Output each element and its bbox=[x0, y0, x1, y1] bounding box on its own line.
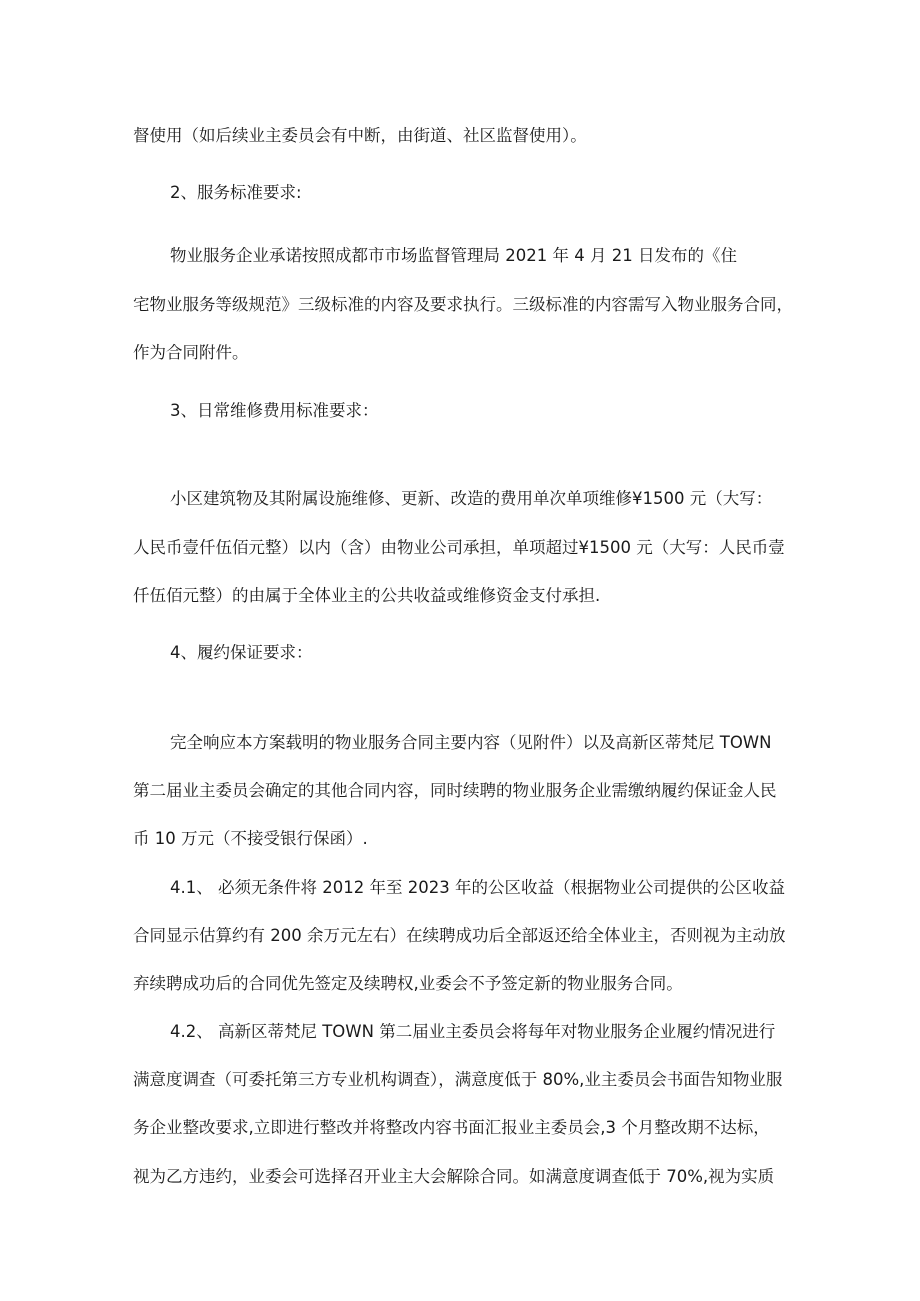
paragraph-line: 务企业整改要求,立即进行整改并将整改内容书面汇报业主委员会,3 个月整改期不达标， bbox=[133, 1118, 770, 1137]
paragraph-line: 合同显示估算约有 200 余万元左右）在续聘成功后全部返还给全体业主，否则视为主动放 bbox=[133, 926, 786, 945]
paragraph-line: 第二届业主委员会确定的其他合同内容，同时续聘的物业服务企业需缴纳履约保证金人民 bbox=[133, 781, 777, 800]
paragraph-line: 4.1、 必须无条件将 2012 年至 2023 年的公区收益（根据物业公司提供的公区收益 bbox=[170, 878, 785, 897]
paragraph-line: 完全响应本方案载明的物业服务合同主要内容（见附件）以及高新区蒂梵尼 TOWN bbox=[170, 733, 772, 752]
paragraph-line: 4.2、 高新区蒂梵尼 TOWN 第二届业主委员会将每年对物业服务企业履约情况进行 bbox=[170, 1022, 776, 1041]
paragraph-line: 小区建筑物及其附属设施维修、更新、改造的费用单次单项维修¥1500 元（大写： bbox=[170, 489, 773, 508]
paragraph-line: 作为合同附件。 bbox=[133, 343, 249, 362]
paragraph-line: 人民币壹仟伍佰元整）以内（含）由物业公司承担，单项超过¥1500 元（大写：人民币壹 bbox=[133, 538, 785, 557]
paragraph-line: 满意度调查（可委托第三方专业机构调查），满意度低于 80%,业主委员会书面告知物业服 bbox=[133, 1070, 783, 1089]
section-heading: 3、日常维修费用标准要求： bbox=[170, 401, 379, 420]
section-heading: 2、服务标准要求: bbox=[170, 183, 302, 202]
paragraph-line: 督使用（如后续业主委员会有中断，由街道、社区监督使用）。 bbox=[133, 126, 587, 145]
paragraph-line: 物业服务企业承诺按照成都市市场监督管理局 2021 年 4 月 21 日发布的《住 bbox=[170, 246, 737, 265]
paragraph-line: 弃续聘成功后的合同优先签定及续聘权,业委会不予签定新的物业服务合同。 bbox=[133, 974, 683, 993]
paragraph-line: 仟伍佰元整）的由属于全体业主的公共收益或维修资金支付承担. bbox=[133, 586, 601, 605]
section-heading: 4、履约保证要求： bbox=[170, 643, 313, 662]
paragraph-line: 币 10 万元（不接受银行保函）. bbox=[133, 829, 368, 848]
paragraph-line: 视为乙方违约，业委会可选择召开业主大会解除合同。如满意度调查低于 70%,视为实质 bbox=[133, 1167, 775, 1186]
paragraph-line: 宅物业服务等级规范》三级标准的内容及要求执行。三级标准的内容需写入物业服务合同， bbox=[133, 295, 793, 314]
